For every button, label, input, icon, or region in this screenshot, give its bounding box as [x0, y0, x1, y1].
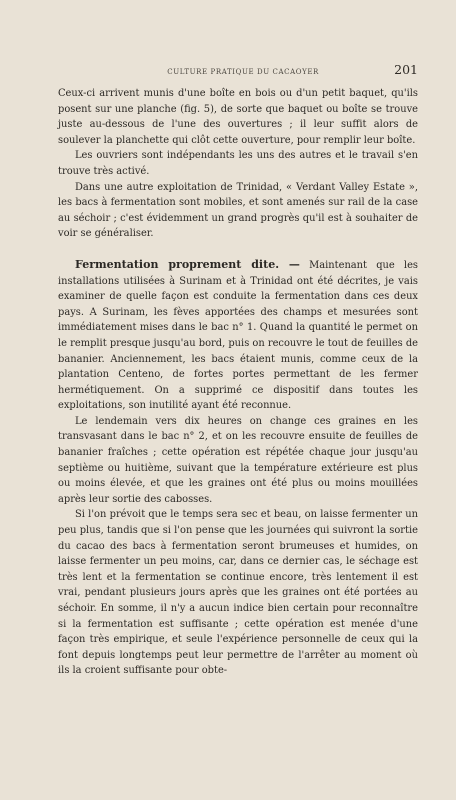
- page-body: [58, 86, 418, 679]
- paragraph: Les ouvriers sont indépendants les uns des autres et le travail s'en trouve très activé.: [58, 150, 418, 177]
- paragraph: Le lendemain vers dix heures on change ces graines en les transvasant dans le bac n° 2, et on les recouvre ensuite de feuilles de bananier fraîches ; cette opération est répétée chaque jour jusqu'au septième ou huitième, suivant que la température extérieure est plus ou moins élevée, et que les graines ont été plus ou moins mouillées après leur sortie des cabosses.: [58, 415, 418, 505]
- paragraph: Si l'on prévoit que le temps sera sec et beau, on laisse fermenter un peu plus, tandis que si l'on pense que les journées qui suivront la sortie du cacao des bacs à fermentation seront brumeuses et humides, on laisse fermenter un peu moins, car, dans ce dernier cas, le séchage est très lent et la fermentation se continue encore, très lentement il est vrai, pendant plusieurs jours après que les graines ont été portées au séchoir. En somme, il n'y a aucun indice bien certain pour reconnaître si la fermentation est suffisante ; cette opération est menée d'une façon très empirique, et seule l'expérience personnelle de ceux qui la font depuis longtemps peut leur permettre de l'arrêter au moment où ils la croient suffisante pour obte-: [58, 509, 418, 677]
- section-title: Fermentation proprement dite. —: [75, 257, 300, 271]
- paragraph: Dans une autre exploitation de Trinidad, « Verdant Valley Estate », les bacs à fermentation sont mobiles, et sont amenés sur rail de la case au séchoir ; c'est évidemment un grand progrès qu'il est à souhaiter de voir se généraliser.: [58, 181, 418, 240]
- section-intro-text: Maintenant que les installations utilisées à Surinam et à Trinidad ont été décrites, je vais examiner de quelle façon est conduite la fermentation dans ces deux pays. A Surinam, les fèves apportées des champs et mesurées sont immédiatement mises dans le bac n° 1. Quand la quantité le permet on le remplit presque jusqu'au bord, puis on recouvre le tout de feuilles de bananier. Anciennement, les bacs étaient munis, comme ceux de la plantation Centeno, de fortes portes permettant de les fermer hermétiquement. On a supprimé ce dispositif dans toutes les exploitations, son inutilité ayant été reconnue.: [58, 259, 419, 412]
- section-intro-paragraph: [58, 257, 418, 414]
- section-spacer: [58, 242, 418, 257]
- running-title: CULTURE PRATIQUE DU CACAOYER: [167, 68, 319, 76]
- page-header: [58, 62, 418, 77]
- paragraph: Ceux-ci arrivent munis d'une boîte en bois ou d'un petit baquet, qu'ils posent sur une planche (fig. 5), de sorte que baquet ou boîte se trouve juste au-dessous de l'une des ouvertures ; il leur suffit alors de soulever la planchette qui clôt cette ouverture, pour remplir leur boîte.: [58, 88, 418, 146]
- page-number: 201: [394, 62, 418, 77]
